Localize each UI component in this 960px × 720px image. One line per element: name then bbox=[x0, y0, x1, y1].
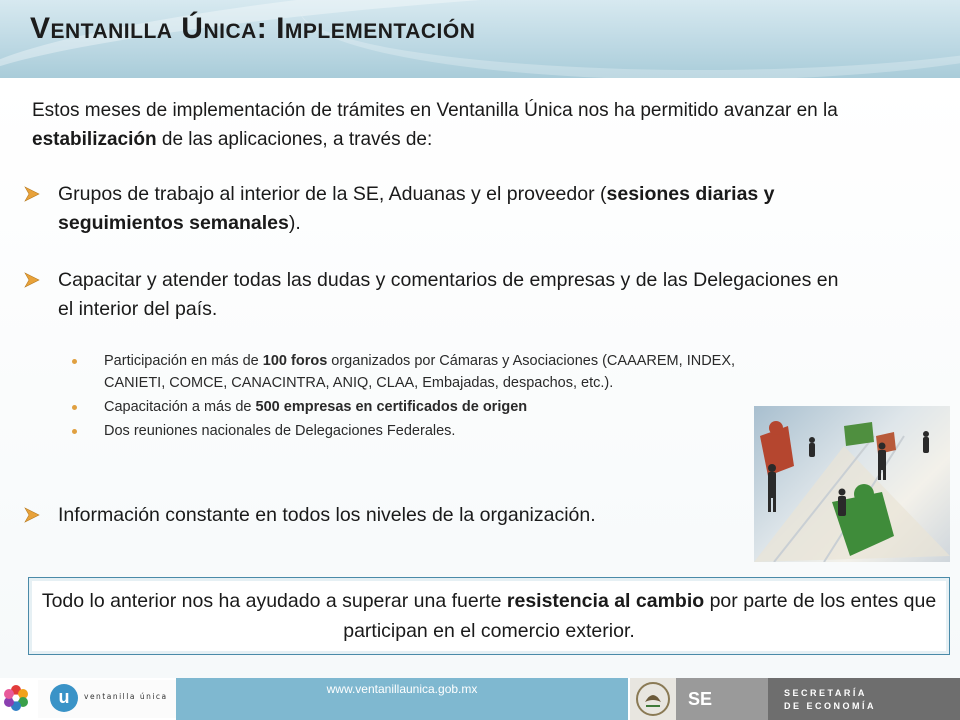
arrow-bullet-icon bbox=[24, 507, 40, 523]
sub-bullet-item-3 bbox=[70, 420, 770, 442]
sub-2-text-a: Capacitación a más de bbox=[104, 399, 256, 415]
arrow-bullet-icon bbox=[24, 186, 40, 202]
eagle-seal-icon bbox=[630, 678, 676, 720]
sub-1-text-a: Participación en más de bbox=[104, 353, 263, 369]
summary-text bbox=[29, 586, 949, 646]
sub-1-bold: 100 foros bbox=[262, 353, 328, 369]
vu-logo-circle: u bbox=[50, 684, 78, 712]
bullet-text-2: Capacitar y atender todas las dudas y comentarios de empresas y de las Delegaciones en el interior del país. bbox=[58, 269, 839, 320]
puzzle-people-image bbox=[754, 406, 950, 562]
bullet-text-1 bbox=[24, 180, 844, 238]
bullet-item-3 bbox=[24, 501, 744, 530]
mexico-flower-logo-icon bbox=[0, 678, 34, 720]
bullet-text-3: Información constante en todos los niveles de la organización. bbox=[58, 504, 596, 526]
summary-callout-box bbox=[28, 577, 950, 655]
bullet-dot-icon bbox=[72, 405, 77, 410]
mexico-seal-icon bbox=[630, 678, 676, 720]
intro-bold: estabilización bbox=[32, 129, 157, 150]
bullet-dot-icon bbox=[72, 429, 77, 434]
intro-text-1: Estos meses de implementación de trámites en Ventanilla Única nos ha permitido avanzar en la bbox=[32, 100, 838, 121]
secretaria-economia-logo bbox=[768, 678, 960, 720]
sub-1-text-b: organizados por Cámaras y Asociaciones (CAAAREM, INDEX, CANIETI, COMCE, CANACINTRA, ANIQ, CLAA, Embajadas, despachos, etc.). bbox=[104, 353, 736, 391]
arrow-bullet-icon bbox=[24, 272, 40, 288]
slide-content bbox=[32, 96, 932, 154]
sub-bullet-item-2 bbox=[70, 396, 770, 418]
vu-logo-text: ventanilla única bbox=[84, 692, 168, 701]
sub-3-text: Dos reuniones nacionales de Delegaciones Federales. bbox=[104, 423, 456, 439]
bullet-1-text-a: Grupos de trabajo al interior de la SE, Aduanas y el proveedor ( bbox=[58, 183, 607, 205]
bullet-1-text-b: ). bbox=[288, 212, 301, 234]
summary-text-a: Todo lo anterior nos ha ayudado a superar una fuerte bbox=[41, 590, 507, 612]
slide-title: Ventanilla Única: Implementación bbox=[30, 12, 476, 45]
se-logo: SE bbox=[676, 678, 768, 720]
sub-bullet-list bbox=[70, 350, 770, 444]
summary-bold: resistencia al cambio bbox=[506, 590, 705, 612]
website-link[interactable]: www.ventanillaunica.gob.mx bbox=[326, 682, 478, 696]
secretaria-line-2: DE ECONOMÍA bbox=[784, 701, 877, 711]
bullet-dot-icon bbox=[72, 359, 77, 364]
intro-paragraph bbox=[32, 96, 932, 154]
slide-footer bbox=[0, 678, 960, 720]
slide-header bbox=[0, 0, 960, 78]
summary-text-b: por parte de los entes que participan en el comercio exterior. bbox=[343, 590, 937, 642]
puzzle-people-illustration bbox=[754, 406, 950, 562]
ventanilla-unica-logo[interactable] bbox=[38, 680, 176, 718]
bullet-item-1 bbox=[24, 180, 844, 238]
intro-text-2: de las aplicaciones, a través de: bbox=[156, 129, 433, 150]
bullet-1-bold: sesiones diarias y seguimientos semanales bbox=[58, 183, 775, 234]
secretaria-line-1: SECRETARÍA bbox=[784, 688, 867, 698]
sub-bullet-item-1 bbox=[70, 350, 770, 394]
sub-2-bold: 500 empresas en certificados de origen bbox=[255, 399, 528, 415]
bullet-item-2 bbox=[24, 266, 844, 324]
